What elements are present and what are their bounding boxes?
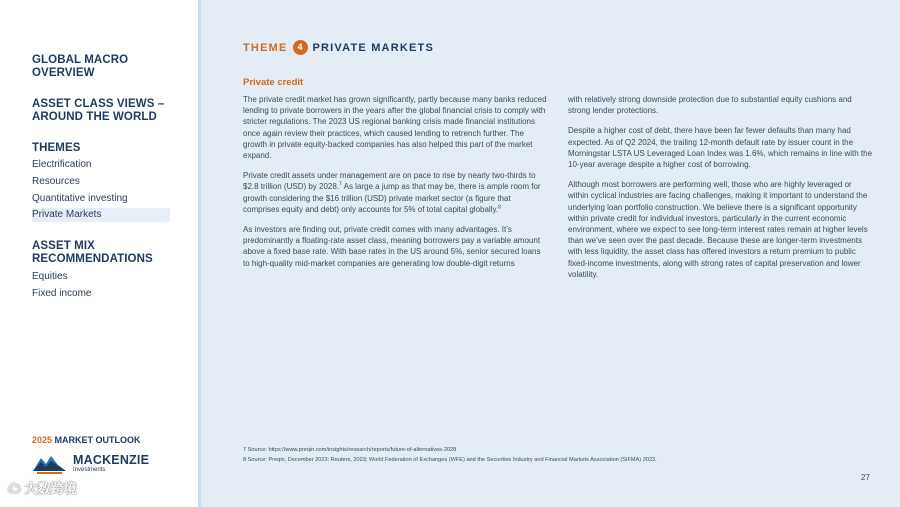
theme-title [243, 40, 434, 55]
main-content [198, 0, 900, 507]
footnote-7[interactable]: 7 Source: https://www.preqin.com/insights/research/reports/future-of-alternatives-2028 [243, 447, 457, 453]
outlook-text: MARKET OUTLOOK [54, 435, 141, 445]
paragraph [243, 170, 549, 215]
paragraph-part: As large a jump as that may be, there is ample room for growth considering the $16 trillion (USD) private market sector (a figure that comprises equity and debt) only accounts for 5% of total capital globally. [243, 182, 541, 214]
nav-heading-asset-class-views[interactable]: ASSET CLASS VIEWS – AROUND THE WORLD [32, 98, 165, 123]
nav-item-resources[interactable]: Resources [32, 176, 80, 187]
nav-heading-global-macro[interactable]: GLOBAL MACRO OVERVIEW [32, 54, 129, 79]
text-column-left [243, 94, 549, 278]
logo-subtitle: Investments [73, 467, 106, 473]
nav-item-equities[interactable]: Equities [32, 271, 68, 282]
footnotes [243, 446, 863, 465]
nav-heading-asset-mix[interactable]: ASSET MIX RECOMMENDATIONS [32, 240, 153, 265]
nav-item-fixed-income[interactable]: Fixed income [32, 288, 92, 299]
nav-heading-themes[interactable]: THEMES [32, 142, 81, 154]
theme-label: THEME [243, 41, 288, 54]
nav-item-electrification[interactable]: Electrification [32, 159, 92, 170]
nav-item-private-markets[interactable]: Private Markets [32, 208, 170, 222]
paragraph: Despite a higher cost of debt, there have been far fewer defaults than many had expected. As of Q2 2024, the trailing 12-month default rate by issuer count in the Morningstar LSTA US Leveraged Loan Index was 1.6%, which remains in line with the 10-year average despite a higher cost of borrowing. [568, 126, 873, 170]
watermark [8, 478, 77, 497]
outlook-year: 2025 [32, 435, 53, 445]
theme-number-badge: 4 [293, 40, 308, 55]
footnote-ref-7[interactable]: 7 [339, 181, 342, 188]
text-column-right [568, 94, 874, 289]
footnote-ref-8[interactable]: 8 [498, 204, 501, 211]
watermark-logo-icon: ☁ [8, 481, 25, 496]
paragraph: The private credit market has grown significantly, partly because many banks reduced lending to private borrowers in the years after the global financial crisis to comply with stricter regulations. The 2023 US regional banking crisis made financial institutions once again review their practices, which caused lending to retrench further. The growth in private equity-backed companies has also helped this part of the market expand. [243, 95, 547, 161]
paragraph: with relatively strong downside protection due to substantial equity cushions and strong lender protections. [568, 95, 852, 116]
theme-name: PRIVATE MARKETS [312, 41, 434, 54]
section-subheading: Private credit [243, 77, 304, 88]
footnote-8: 8 Source: Preqin, December 2023; Reuters, 2023; World Federation of Exchanges (WFE) and the Securities Industry and Financial Markets Association (SIFMA) 2023. [243, 456, 657, 463]
logo-wordmark: MACKENZIE [73, 453, 150, 467]
sidebar-nav [0, 0, 198, 507]
paragraph: Although most borrowers are performing well, those who are highly leveraged or within cyclical industries are facing challenges, making it important to understand the underlying loan portfolio construction. We believe there is a significant opportunity within private credit for individual investors, particularly in the current economic environment, where we expect to see long-term interest rates remain at higher levels than we’ve seen over the past decade. Because these are longer-term investments with less liquidity, the asset class has offered investors a return premium to public fixed-income investments, along with strong rates of capital preservation and lower volatility. [568, 180, 868, 279]
page-number: 27 [861, 473, 870, 482]
paragraph-part: Private credit assets under management are on pace to rise by nearly two-thirds to $2.8 trillion (USD) by 2028. [243, 171, 536, 192]
paragraph: As investors are finding out, private credit comes with many advantages. It’s predominantly a floating-rate asset class, meaning borrowers pay a variable amount above a fixed base rate. With base rates in the US around 5%, senior secured loans to high-quality mid-market companies are generating low double-digit returns [243, 225, 541, 268]
watermark-text: 大数跨境 [24, 481, 77, 496]
nav-item-quantitative-investing[interactable]: Quantitative investing [32, 193, 128, 204]
market-outlook-label [32, 435, 141, 445]
